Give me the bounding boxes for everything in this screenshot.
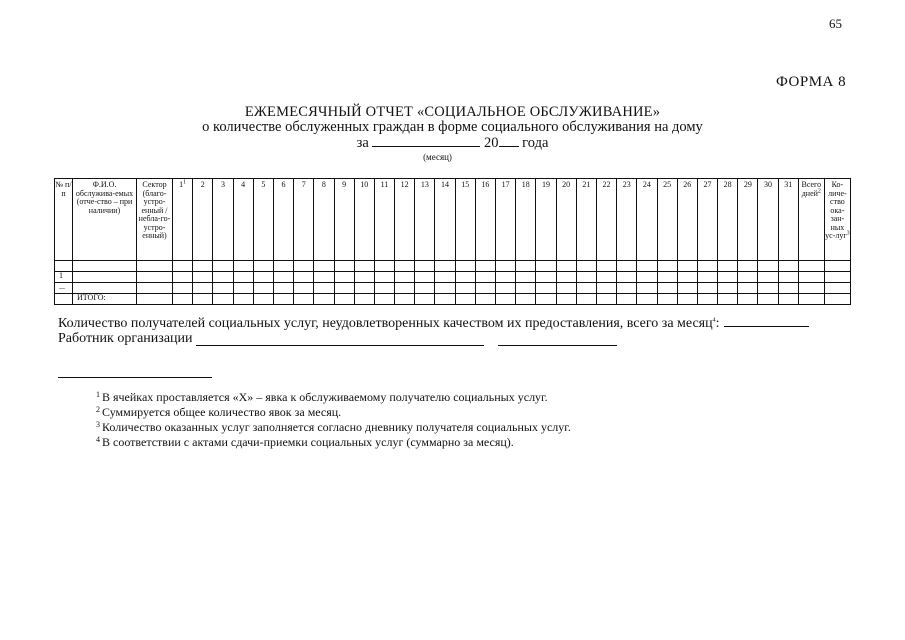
page-number: 65	[829, 16, 842, 31]
table-cell[interactable]	[637, 261, 657, 272]
day-number: 5	[261, 180, 266, 189]
table-cell[interactable]	[395, 261, 415, 272]
total-cell[interactable]	[374, 294, 394, 305]
table-cell[interactable]	[233, 272, 253, 283]
col-header-day-8	[314, 179, 334, 261]
table-cell[interactable]	[435, 272, 455, 283]
col-header-total-days	[798, 179, 824, 261]
table-cell[interactable]	[193, 261, 213, 272]
total-cell[interactable]	[596, 294, 616, 305]
total-cell[interactable]	[576, 294, 596, 305]
col-header-day-5	[253, 179, 273, 261]
total-cell[interactable]	[718, 294, 738, 305]
day-number: 18	[521, 180, 530, 189]
day-number: 14	[441, 180, 450, 189]
table-cell[interactable]	[354, 283, 374, 294]
worker-line	[58, 331, 193, 347]
footnote-item	[96, 390, 571, 405]
row-number-cell	[55, 261, 73, 272]
day-number: 9	[342, 180, 347, 189]
recipients-line	[58, 314, 809, 332]
table-cell[interactable]	[213, 272, 233, 283]
table-cell[interactable]	[273, 272, 293, 283]
table-cell[interactable]	[556, 283, 576, 294]
table-cell[interactable]	[475, 261, 495, 272]
col-header-day-25	[657, 179, 677, 261]
day-number: 8	[321, 180, 326, 189]
total-cell[interactable]	[273, 294, 293, 305]
table-cell[interactable]	[596, 272, 616, 283]
table-cell[interactable]	[657, 261, 677, 272]
total-cell[interactable]	[516, 294, 536, 305]
table-cell[interactable]	[824, 272, 850, 283]
day-number: 17	[501, 180, 510, 189]
month-blank[interactable]	[372, 135, 480, 147]
table-cell[interactable]	[334, 272, 354, 283]
day-number: 20	[562, 180, 571, 189]
table-cell[interactable]	[596, 283, 616, 294]
day-number: 7	[301, 180, 306, 189]
period-suffix: года	[522, 135, 549, 151]
table-cell[interactable]	[496, 272, 516, 283]
table-cell[interactable]	[354, 261, 374, 272]
row-number-cell: ...	[55, 283, 73, 294]
total-cell[interactable]	[824, 294, 850, 305]
table-cell[interactable]	[637, 272, 657, 283]
table-cell[interactable]	[213, 283, 233, 294]
table-cell[interactable]	[395, 283, 415, 294]
table-cell[interactable]	[516, 261, 536, 272]
col-header-day-21	[576, 179, 596, 261]
table-cell[interactable]	[697, 283, 717, 294]
table-cell[interactable]	[824, 283, 850, 294]
table-cell[interactable]	[253, 272, 273, 283]
day-number: 12	[400, 180, 409, 189]
total-cell[interactable]	[798, 294, 824, 305]
col-header-day-22	[596, 179, 616, 261]
col-header-day-23	[617, 179, 637, 261]
table-cell[interactable]	[536, 261, 556, 272]
recipients-colon: :	[715, 316, 720, 331]
table-cell[interactable]	[556, 261, 576, 272]
col-header-day-15	[455, 179, 475, 261]
total-cell[interactable]	[415, 294, 435, 305]
table-cell[interactable]	[475, 283, 495, 294]
table-cell[interactable]	[738, 283, 758, 294]
total-row	[55, 294, 851, 305]
day-number: 29	[743, 180, 752, 189]
total-cell[interactable]	[253, 294, 273, 305]
col-header-day-31	[778, 179, 798, 261]
day-number: 2	[200, 180, 205, 189]
period-year: 20	[484, 135, 499, 151]
table-cell[interactable]	[556, 272, 576, 283]
total-cell[interactable]	[354, 294, 374, 305]
table-cell[interactable]	[718, 261, 738, 272]
day-number: 21	[582, 180, 591, 189]
table-cell[interactable]	[536, 283, 556, 294]
col-header-day-4	[233, 179, 253, 261]
table-cell[interactable]	[415, 272, 435, 283]
table-cell[interactable]	[294, 261, 314, 272]
col-header-day-27	[697, 179, 717, 261]
day-number: 24	[642, 180, 651, 189]
table-cell[interactable]	[738, 272, 758, 283]
day-number: 30	[764, 180, 773, 189]
table-cell[interactable]	[314, 272, 334, 283]
table-cell[interactable]	[516, 283, 536, 294]
table-cell[interactable]	[435, 261, 455, 272]
total-cell[interactable]	[657, 294, 677, 305]
footnote-text: Суммируется общее количество явок за месяц.	[102, 405, 342, 419]
report-subtitle: о количестве обслуженных граждан в форме социального обслуживания на дому	[202, 119, 703, 135]
total-days-footnote-mark: 2	[817, 187, 821, 194]
col-header-day-11	[374, 179, 394, 261]
table-cell[interactable]	[657, 283, 677, 294]
footnote-text: Количество оказанных услуг заполняется согласно дневнику получателя социальных услуг.	[102, 420, 571, 434]
table-cell[interactable]	[137, 272, 173, 283]
table-cell[interactable]	[73, 261, 137, 272]
col-header-day-28	[718, 179, 738, 261]
table-cell[interactable]	[718, 283, 738, 294]
table-cell[interactable]	[718, 272, 738, 283]
table-cell[interactable]	[435, 283, 455, 294]
col-header-fio: Ф.И.О. обслужива-емых (отче-ство – при наличии)	[73, 179, 137, 261]
total-cell[interactable]	[435, 294, 455, 305]
total-cell[interactable]	[556, 294, 576, 305]
footnote-text: В ячейках проставляется «Х» – явка к обслуживаемому получателю социальных услуг.	[102, 390, 548, 404]
col-header-day-26	[677, 179, 697, 261]
table-cell[interactable]	[415, 283, 435, 294]
day-number: 16	[481, 180, 490, 189]
day-number: 27	[703, 180, 712, 189]
day-number: 6	[281, 180, 286, 189]
day-number: 13	[420, 180, 429, 189]
table-cell[interactable]	[677, 272, 697, 283]
col-header-services-count	[824, 179, 850, 261]
footnote-mark: 1	[96, 390, 100, 399]
services-count-label: Ко-личе-ство ока-зан-ных ус-луг	[825, 180, 847, 240]
table-cell[interactable]	[173, 283, 193, 294]
total-cell[interactable]	[536, 294, 556, 305]
table-cell[interactable]	[273, 261, 293, 272]
table-cell[interactable]	[475, 272, 495, 283]
table-row	[55, 283, 851, 294]
table-cell[interactable]	[193, 272, 213, 283]
attendance-table	[54, 178, 851, 305]
total-cell[interactable]	[173, 294, 193, 305]
total-cell[interactable]	[637, 294, 657, 305]
recipients-blank[interactable]	[724, 314, 809, 327]
col-header-day-6	[273, 179, 293, 261]
table-cell[interactable]	[677, 261, 697, 272]
table-cell[interactable]	[778, 261, 798, 272]
table-cell[interactable]	[576, 283, 596, 294]
report-title-block	[0, 104, 905, 163]
table-cell[interactable]	[374, 272, 394, 283]
table-cell[interactable]	[294, 283, 314, 294]
year-blank[interactable]	[499, 135, 519, 147]
table-cell[interactable]	[374, 261, 394, 272]
table-cell[interactable]	[496, 283, 516, 294]
day-number: 26	[683, 180, 692, 189]
table-cell[interactable]	[697, 272, 717, 283]
table-cell[interactable]	[233, 283, 253, 294]
total-cell[interactable]	[137, 294, 173, 305]
table-cell[interactable]	[677, 283, 697, 294]
footnote-item	[96, 405, 571, 420]
total-days-label: Всего дней	[801, 180, 822, 198]
table-cell[interactable]	[233, 261, 253, 272]
table-cell[interactable]	[617, 283, 637, 294]
total-cell[interactable]	[455, 294, 475, 305]
table-cell[interactable]	[455, 272, 475, 283]
period-prefix: за	[356, 135, 369, 151]
table-row	[55, 272, 851, 283]
table-cell[interactable]	[193, 283, 213, 294]
worker-signature-blank[interactable]	[498, 345, 617, 346]
day-number: 23	[622, 180, 631, 189]
table-cell[interactable]	[253, 283, 273, 294]
col-header-day-3	[213, 179, 233, 261]
total-cell[interactable]	[213, 294, 233, 305]
total-cell[interactable]	[697, 294, 717, 305]
table-cell[interactable]	[758, 261, 778, 272]
table-cell[interactable]	[455, 283, 475, 294]
col-header-day-7	[294, 179, 314, 261]
table-cell[interactable]	[798, 283, 824, 294]
table-cell[interactable]	[354, 272, 374, 283]
col-header-number: № п/п	[55, 179, 73, 261]
table-cell[interactable]	[697, 261, 717, 272]
footnote-rule	[58, 377, 212, 378]
total-row-blank-cell	[55, 294, 73, 305]
col-header-day-9	[334, 179, 354, 261]
table-cell[interactable]	[738, 261, 758, 272]
row-number-cell: 1	[55, 272, 73, 283]
table-cell[interactable]	[173, 261, 193, 272]
table-cell[interactable]	[137, 283, 173, 294]
footnote-mark: 2	[96, 405, 100, 414]
table-row	[55, 261, 851, 272]
footnote-item	[96, 420, 571, 435]
total-cell[interactable]	[193, 294, 213, 305]
table-cell[interactable]	[516, 272, 536, 283]
report-title: ЕЖЕМЕСЯЧНЫЙ ОТЧЕТ «СОЦИАЛЬНОЕ ОБСЛУЖИВАНИЕ»	[244, 104, 661, 120]
table-cell[interactable]	[334, 283, 354, 294]
day-number: 25	[663, 180, 672, 189]
footnotes	[96, 390, 571, 450]
form-label: ФОРМА 8	[776, 74, 847, 90]
day-number: 11	[380, 180, 389, 189]
footnote-mark: 4	[96, 435, 100, 444]
table-cell[interactable]	[294, 272, 314, 283]
col-header-day-17	[496, 179, 516, 261]
services-footnote-mark: 3	[846, 230, 850, 237]
table-cell[interactable]	[395, 272, 415, 283]
table-cell[interactable]	[778, 272, 798, 283]
day-number: 19	[541, 180, 550, 189]
day-number: 1	[179, 180, 184, 189]
day-number: 10	[360, 180, 369, 189]
table-cell[interactable]	[758, 272, 778, 283]
table-header-row	[55, 179, 851, 261]
table-cell[interactable]	[798, 272, 824, 283]
table-cell[interactable]	[314, 283, 334, 294]
table-cell[interactable]	[596, 261, 616, 272]
table-cell[interactable]	[637, 283, 657, 294]
table-cell[interactable]	[137, 261, 173, 272]
footnote-mark: 3	[96, 420, 100, 429]
table-cell[interactable]	[496, 261, 516, 272]
col-header-day-14	[435, 179, 455, 261]
table-cell[interactable]	[73, 283, 137, 294]
worker-label: Работник организации	[58, 331, 193, 346]
total-cell[interactable]	[233, 294, 253, 305]
col-header-day-16	[475, 179, 495, 261]
total-cell[interactable]	[314, 294, 334, 305]
day-number: 15	[461, 180, 470, 189]
day-number: 4	[241, 180, 246, 189]
col-header-day-24	[637, 179, 657, 261]
col-header-day-13	[415, 179, 435, 261]
table-cell[interactable]	[314, 261, 334, 272]
table-cell[interactable]	[455, 261, 475, 272]
total-cell[interactable]	[475, 294, 495, 305]
table-cell[interactable]	[824, 261, 850, 272]
month-hint: (месяц)	[423, 152, 452, 162]
total-cell[interactable]	[496, 294, 516, 305]
table-cell[interactable]	[334, 261, 354, 272]
recipients-note: 4	[712, 317, 716, 324]
table-cell[interactable]	[415, 261, 435, 272]
table-cell[interactable]	[778, 283, 798, 294]
col-header-day-10	[354, 179, 374, 261]
table-cell[interactable]	[273, 283, 293, 294]
table-cell[interactable]	[576, 261, 596, 272]
col-header-day-1	[173, 179, 193, 261]
col-header-sector: Сектор (благо-устро-енный / небла-го-устро-енный)	[137, 179, 173, 261]
day1-footnote-mark: 1	[183, 179, 187, 186]
total-cell[interactable]	[395, 294, 415, 305]
worker-name-blank[interactable]	[196, 345, 484, 346]
col-header-day-29	[738, 179, 758, 261]
table-cell[interactable]	[73, 272, 137, 283]
col-header-day-2	[193, 179, 213, 261]
footnote-item	[96, 435, 571, 450]
recipients-label: Количество получателей социальных услуг, неудовлетворенных качеством их предоставления, всего за месяц	[58, 316, 713, 331]
col-header-day-18	[516, 179, 536, 261]
total-cell[interactable]	[617, 294, 637, 305]
table-cell[interactable]	[253, 261, 273, 272]
total-cell[interactable]	[294, 294, 314, 305]
day-number: 31	[784, 180, 793, 189]
day-number: 28	[723, 180, 732, 189]
col-header-day-20	[556, 179, 576, 261]
table-cell[interactable]	[576, 272, 596, 283]
total-cell[interactable]	[758, 294, 778, 305]
table-cell[interactable]	[536, 272, 556, 283]
footnote-text: В соответствии с актами сдачи-приемки социальных услуг (суммарно за месяц).	[102, 435, 514, 449]
total-cell[interactable]	[334, 294, 354, 305]
table-cell[interactable]	[374, 283, 394, 294]
col-header-day-12	[395, 179, 415, 261]
report-period	[0, 135, 905, 151]
total-cell[interactable]	[677, 294, 697, 305]
col-header-day-30	[758, 179, 778, 261]
table-cell[interactable]	[617, 261, 637, 272]
day-number: 3	[220, 180, 225, 189]
col-header-day-19	[536, 179, 556, 261]
total-cell[interactable]	[778, 294, 798, 305]
table-cell[interactable]	[173, 272, 193, 283]
day-number: 22	[602, 180, 611, 189]
table-cell[interactable]	[798, 261, 824, 272]
total-cell[interactable]	[738, 294, 758, 305]
table-cell[interactable]	[758, 283, 778, 294]
table-cell[interactable]	[617, 272, 637, 283]
table-cell[interactable]	[213, 261, 233, 272]
total-label: ИТОГО:	[73, 294, 137, 305]
table-cell[interactable]	[657, 272, 677, 283]
